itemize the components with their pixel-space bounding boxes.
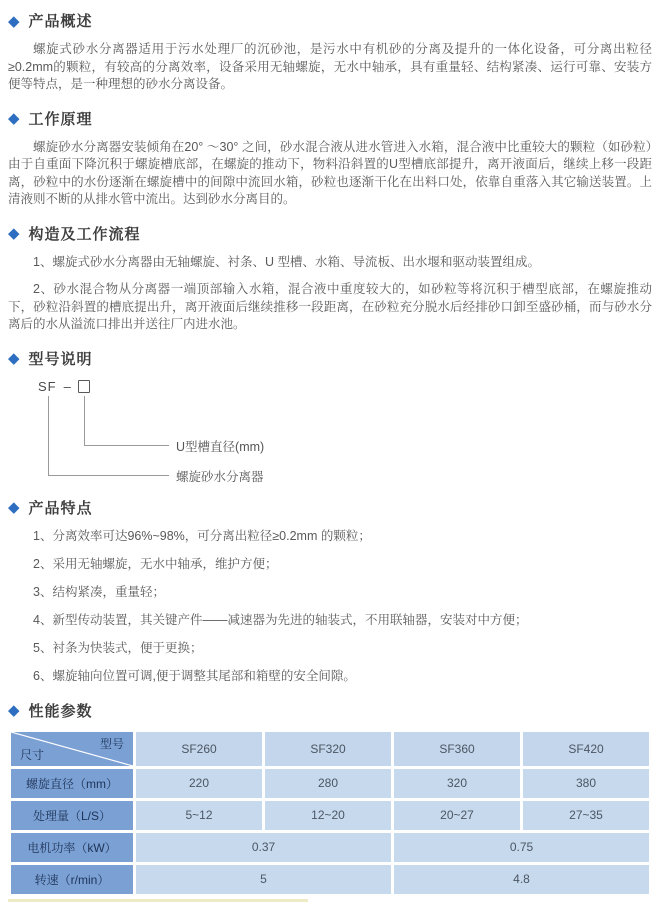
table-row: [11, 769, 649, 798]
diamond-icon: ◆: [8, 350, 20, 367]
u-groove-diameter-label: U型槽直径(mm): [176, 439, 265, 454]
row-label: 电机功率（kW）: [11, 833, 133, 862]
section-title: 型号说明: [28, 350, 93, 368]
section-heading-overview: [8, 10, 652, 31]
table-cell: 12~20: [265, 801, 391, 830]
diamond-icon: ◆: [8, 225, 20, 242]
table-cell: 380: [523, 769, 649, 798]
feature-item: 2、采用无轴螺旋，无水中轴承，维护方便；: [33, 557, 278, 571]
column-header: SF420: [523, 732, 649, 766]
table-cell: 5~12: [136, 801, 262, 830]
section-heading-performance: [8, 700, 652, 721]
overview-paragraph: 螺旋式砂水分离器适用于污水处理厂的沉砂池，是污水中有机砂的分离及提升的一体化设备，可分离出粒径≥0.2mm的颗粒，有较高的分离效率，设备采用无轴螺旋，无水中轴承，具有重量轻、结构紧凑、运行可靠、安装方便等特点，是一种理想的砂水分离设备。: [8, 42, 652, 91]
feature-item: 4、新型传动装置，其关键产件——减速器为先进的轴装式，不用联轴器，安装对中方便；: [33, 613, 528, 627]
row-label: 螺旋直径（mm）: [11, 769, 133, 798]
table-cell-merged: 5: [136, 865, 391, 894]
diamond-icon: ◆: [8, 702, 20, 719]
structure-item: 2、砂水混合物从分离器一端顶部输入水箱，混合液中重度较大的，如砂粒等将沉积于槽型底部，在螺旋推动下，砂粒沿斜置的槽底提出升，离开液面后继续推移一段距离，在砂粒充分脱水后经排砂口卸至盛砂桶，而与砂水分离后的水从溢流口排出并送往厂内进水池。: [8, 282, 652, 331]
performance-table: [8, 729, 652, 897]
section-title: 工作原理: [28, 110, 93, 128]
feature-item: 5、衬条为快装式，便于更换；: [33, 641, 203, 655]
feature-item: 3、结构紧凑，重量轻；: [33, 585, 165, 599]
section-title: 产品概述: [28, 13, 93, 30]
table-cell: 320: [394, 769, 520, 798]
table-cell: 20~27: [394, 801, 520, 830]
section-heading-features: [8, 497, 652, 518]
corner-cell: [11, 732, 133, 766]
model-code: [38, 379, 90, 394]
structure-item: 1、螺旋式砂水分离器由无轴螺旋、衬条、U 型槽、水箱、导流板、出水堰和驱动装置组成。: [33, 254, 540, 269]
table-cell-merged: 4.8: [394, 865, 649, 894]
diamond-icon: ◆: [8, 499, 20, 516]
model-dash: –: [63, 378, 71, 394]
model-code-diagram: [38, 379, 652, 483]
row-label: 转速（r/min）: [11, 865, 133, 894]
principle-paragraph: 螺旋砂水分离器安装倾角在20° ～30° 之间，砂水混合液从进水管进入水箱，混合液中比重较大的颗粒（如砂粒）由于自重面下降沉积于螺旋槽底部，在螺旋的推动下，物料沿斜置的U型槽底部提升，离开液面后，继续上移一段距离，砂粒中的水份逐渐在螺旋槽中的间隙中流回水箱，砂粒也逐渐干化在出料口处，依靠自重落入其它输送装置。上清液则不断的从排水管中流出。达到砂水分离目的。: [8, 139, 652, 206]
table-cell-merged: 0.37: [136, 833, 391, 862]
column-header: SF360: [394, 732, 520, 766]
corner-label-model: 型号: [99, 736, 124, 751]
table-cell-merged: 0.75: [394, 833, 649, 862]
bottom-highlight-strip: [8, 899, 308, 902]
section-title: 构造及工作流程: [28, 225, 141, 243]
model-prefix: SF: [38, 378, 57, 394]
separator-name-label: 螺旋砂水分离器: [176, 469, 264, 484]
feature-item: 6、螺旋轴向位置可调,便于调整其尾部和箱壁的安全间隙。: [33, 669, 356, 683]
table-header-row: [11, 732, 649, 766]
table-cell: 280: [265, 769, 391, 798]
diamond-icon: ◆: [8, 12, 20, 30]
table-cell: 27~35: [523, 801, 649, 830]
section-title: 性能参数: [28, 702, 93, 720]
table-row: [11, 833, 649, 862]
column-header: SF320: [265, 732, 391, 766]
section-title: 产品特点: [28, 499, 93, 517]
diamond-icon: ◆: [8, 110, 20, 127]
callout-line-separator: [48, 396, 169, 476]
corner-label-size: 尺寸: [20, 747, 45, 762]
section-heading-model: [8, 348, 652, 369]
row-label: 处理量（L/S）: [11, 801, 133, 830]
section-heading-structure: [8, 223, 652, 244]
table-row: [11, 801, 649, 830]
feature-item: 1、分离效率可达96%~98%，可分离出粒径≥0.2mm 的颗粒；: [33, 529, 371, 543]
table-row: [11, 865, 649, 894]
section-heading-principle: [8, 108, 652, 129]
column-header: SF260: [136, 732, 262, 766]
model-placeholder-box-icon: [78, 380, 90, 393]
table-cell: 220: [136, 769, 262, 798]
